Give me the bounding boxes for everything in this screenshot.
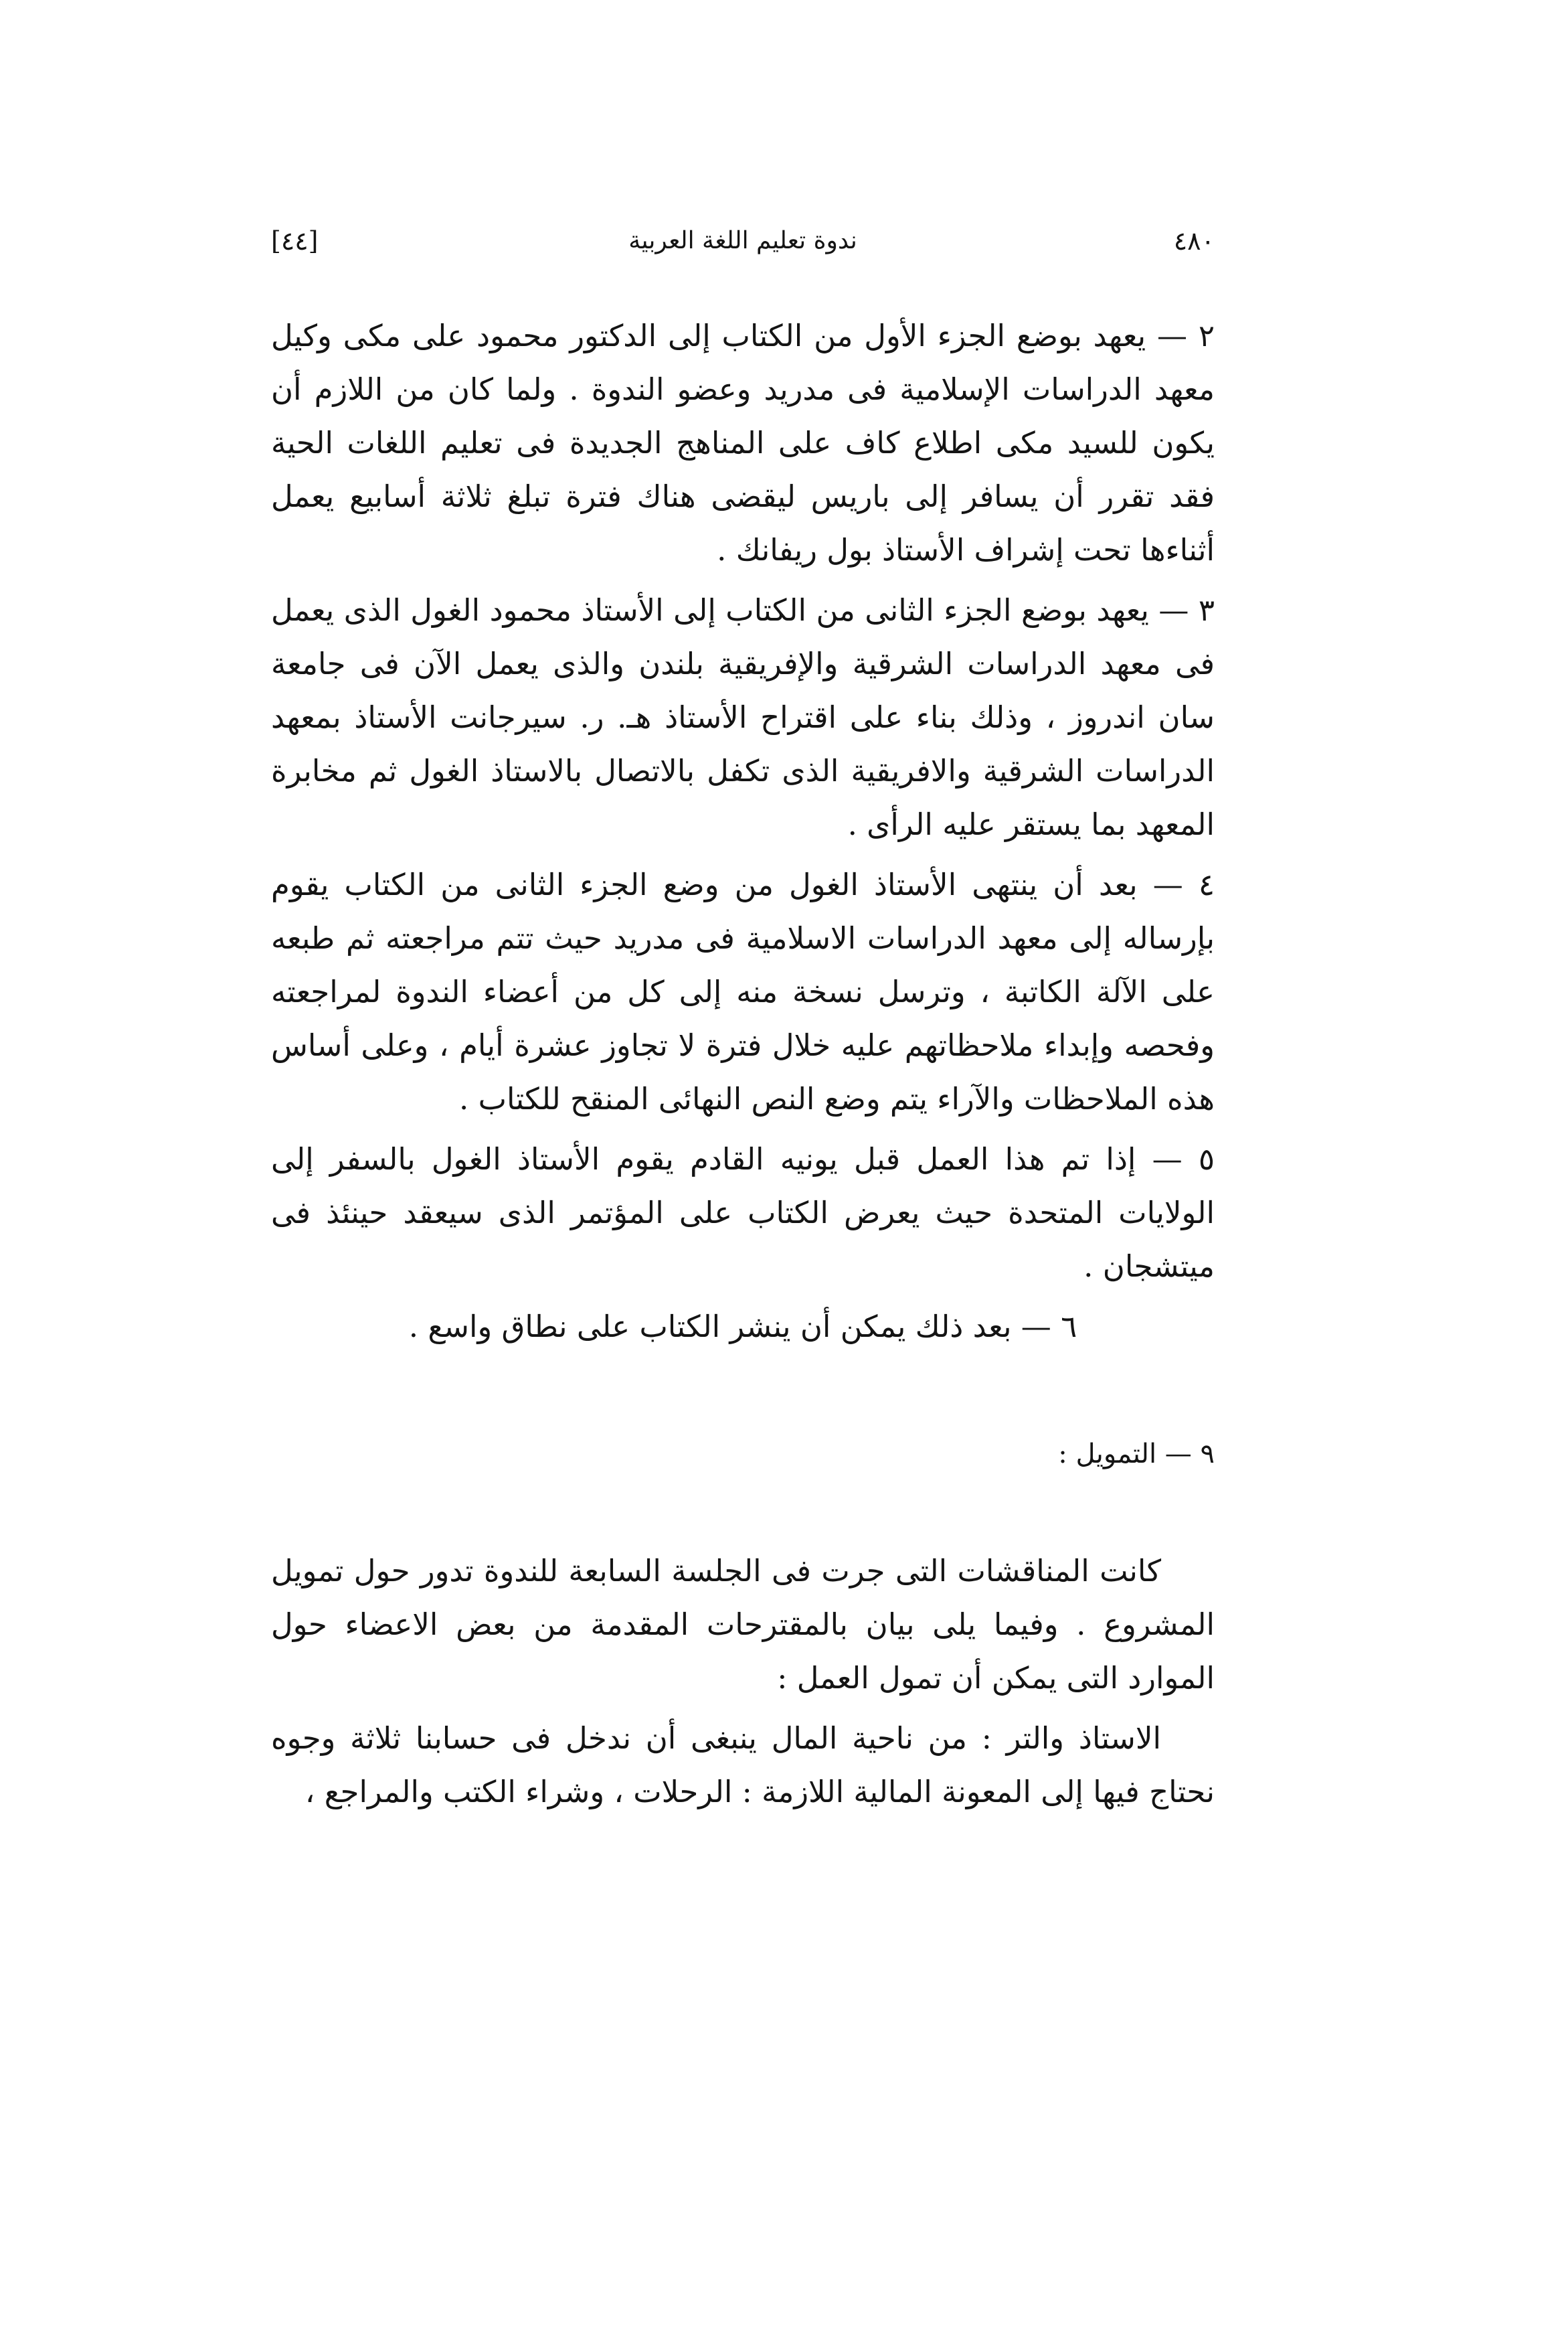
paragraph-item-2 bbox=[271, 309, 1215, 577]
funding-paragraph: الاستاذ والتر : من ناحية المال ينبغى أن ندخل فى حسابنا ثلاثة وجوه نحتاج فيها إلى المعونة المالية اللازمة : الرحلات ، وشراء الكتب والمراجع ، bbox=[271, 1720, 1215, 1809]
page-number: ٤٨٠ bbox=[1173, 226, 1215, 256]
paragraph-text: — بعد أن ينتهى الأستاذ الغول من وضع الجزء الثانى من الكتاب يقوم بإرساله إلى معهد الدراسات الاسلامية فى مدريد حيث تتم مراجعته ثم طبعه على الآلة الكاتبة ، وترسل نسخة منه إلى كل من أعضاء الندوة لمراجعته وفحصه وإبداء ملاحظاتهم عليه خلال فترة لا تجاوز عشرة أيام ، وعلى أساس هذه الملاحظات والآراء يتم وضع النص النهائى المنقح للكتاب . bbox=[271, 867, 1215, 1117]
paragraph-item-4 bbox=[271, 858, 1215, 1126]
paragraph-text: — يعهد بوضع الجزء الثانى من الكتاب إلى الأستاذ محمود الغول الذى يعمل فى معهد الدراسات الشرقية والإفريقية بلندن والذى يعمل الآن فى جامعة سان اندروز ، وذلك بناء على اقتراح الأستاذ هـ. ر. سيرجانت الأستاذ بمعهد الدراسات الشرقية والافريقية الذى تكفل بالاتصال بالاستاذ الغول ثم مخابرة المعهد بما يستقر عليه الرأى . bbox=[271, 592, 1215, 842]
paragraph-number: ٣ bbox=[1198, 592, 1215, 628]
paragraph-text: — يعهد بوضع الجزء الأول من الكتاب إلى الدكتور محمود على مكى وكيل معهد الدراسات الإسلامية فى مدريد وعضو الندوة . ولما كان من اللازم أن يكون للسيد مكى اطلاع كاف على المناهج الجديدة فى تعليم اللغات الحية فقد تقرر أن يسافر إلى باريس ليقضى هناك فترة تبلغ ثلاثة أسابيع يعمل أثناءها تحت إشراف الأستاذ بول ريفانك . bbox=[271, 318, 1215, 568]
funding-paragraph: كانت المناقشات التى جرت فى الجلسة السابعة للندوة تدور حول تمويل المشروع . وفيما يلى بيان بالمقترحات المقدمة من بعض الاعضاء حول الموارد التى يمكن أن تمول العمل : bbox=[271, 1553, 1215, 1696]
paragraph-item-6 bbox=[271, 1300, 1215, 1354]
numbered-paragraphs bbox=[271, 309, 1215, 1354]
paragraph-number: ٥ bbox=[1198, 1141, 1215, 1177]
paragraph-number: ٢ bbox=[1198, 318, 1215, 353]
page-header bbox=[271, 221, 1215, 261]
paragraph-item-5 bbox=[271, 1133, 1215, 1293]
book-page bbox=[271, 221, 1215, 1826]
paragraph-text: — بعد ذلك يمكن أن ينشر الكتاب على نطاق واسع . bbox=[408, 1309, 1051, 1344]
running-title: ندوة تعليم اللغة العربية bbox=[628, 227, 857, 254]
paragraph-text: — إذا تم هذا العمل قبل يونيه القادم يقوم الأستاذ الغول بالسفر إلى الولايات المتحدة حيث يعرض الكتاب على المؤتمر الذى سيعقد حينئذ فى ميتشجان . bbox=[271, 1141, 1215, 1284]
paragraph-number: ٤ bbox=[1198, 867, 1215, 902]
funding-section-body bbox=[271, 1544, 1215, 1819]
paragraph-number: ٦ bbox=[1061, 1309, 1077, 1344]
section-heading-funding: ٩ — التمويل : bbox=[1058, 1439, 1215, 1469]
chapter-reference: [٤٤] bbox=[271, 226, 319, 256]
paragraph-item-3 bbox=[271, 584, 1215, 852]
